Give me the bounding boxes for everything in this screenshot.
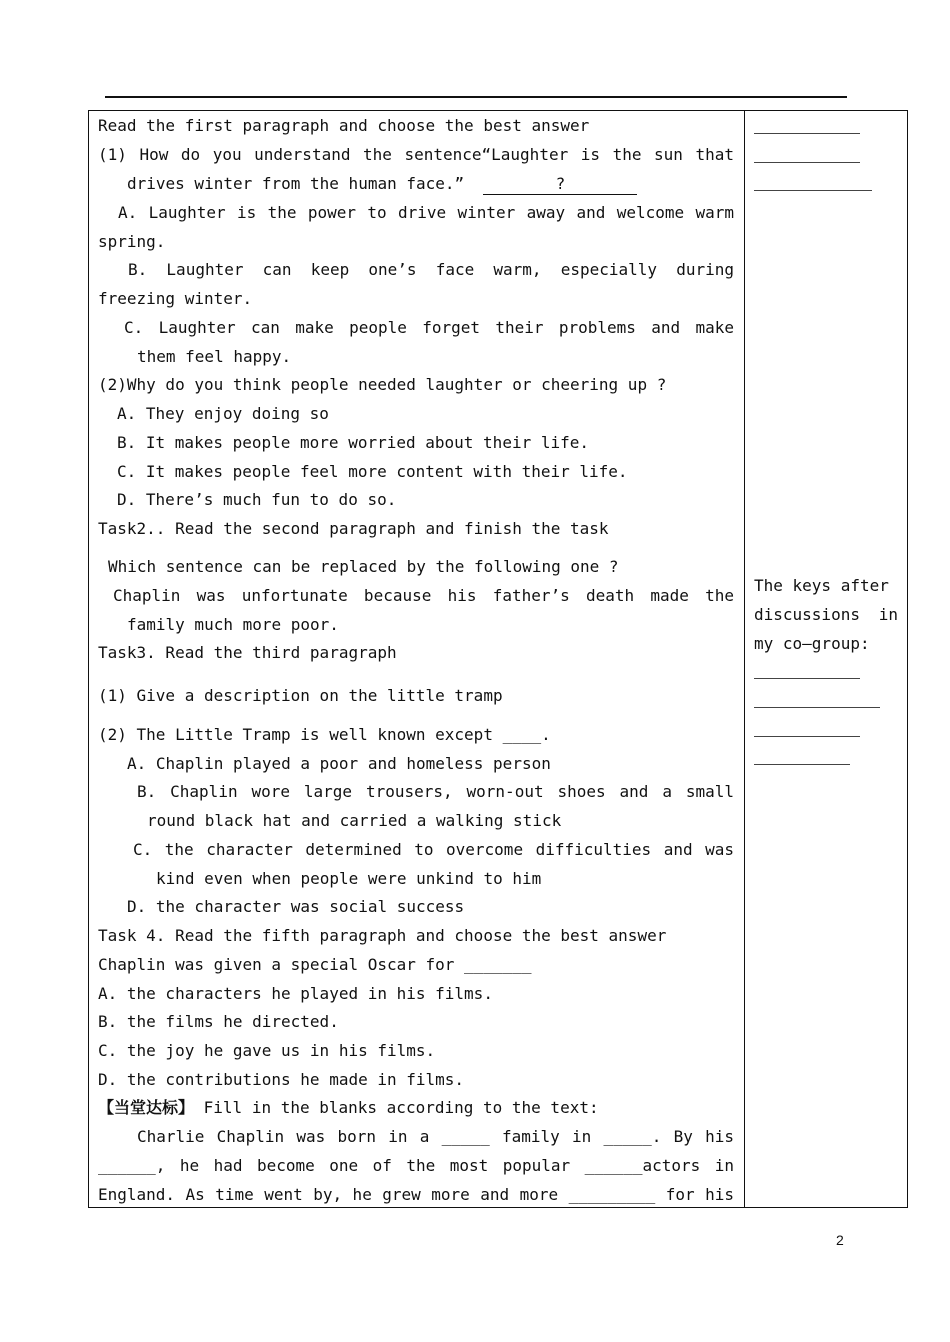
side-answer-line[interactable] bbox=[754, 707, 880, 708]
exercise-heading bbox=[98, 1098, 599, 1118]
task2-prompt: Which sentence can be replaced by the following one ? bbox=[108, 557, 619, 576]
task4-heading: Task 4. Read the fifth paragraph and choose the best answer bbox=[98, 926, 667, 945]
task2-heading: Task2.. Read the second paragraph and finish the task bbox=[98, 519, 609, 538]
task1-q1-answer-blank[interactable]: ? bbox=[483, 174, 637, 195]
task1-q1-line2 bbox=[127, 174, 637, 195]
task1-q1-line1: (1) How do you understand the sentence“Laughter is the sun that bbox=[98, 145, 734, 164]
task1-q1-option-a-cont: spring. bbox=[98, 232, 166, 251]
task1-q1-text: drives winter from the human face.” bbox=[127, 174, 465, 193]
task3-heading: Task3. Read the third paragraph bbox=[98, 643, 397, 662]
side-answer-line[interactable] bbox=[754, 162, 860, 163]
task1-q2-option-c: C. It makes people feel more content with their life. bbox=[117, 462, 628, 481]
task4-option-c: C. the joy he gave us in his films. bbox=[98, 1041, 436, 1060]
task3-option-b: B. Chaplin wore large trousers, worn-out shoes and a small bbox=[137, 782, 734, 801]
side-answer-line[interactable] bbox=[754, 736, 860, 737]
task1-q2-option-b: B. It makes people more worried about their life. bbox=[117, 433, 590, 452]
column-divider bbox=[744, 110, 745, 1208]
task4-option-b: B. the films he directed. bbox=[98, 1012, 339, 1031]
exercise-line3: England. As time went by, he grew more and more _________ for his bbox=[98, 1185, 734, 1204]
task1-q1-option-c: C. Laughter can make people forget their problems and make bbox=[124, 318, 734, 337]
task1-q2-option-a: A. They enjoy doing so bbox=[117, 404, 329, 423]
task2-sentence-line1: Chaplin was unfortunate because his father’s death made the bbox=[113, 586, 734, 605]
side-answer-line[interactable] bbox=[754, 133, 860, 134]
page-number: 2 bbox=[836, 1232, 844, 1248]
exercise-label: 【当堂达标】 bbox=[98, 1098, 195, 1117]
task4-option-a: A. the characters he played in his films. bbox=[98, 984, 493, 1003]
side-answer-line[interactable] bbox=[754, 190, 872, 191]
task4-question: Chaplin was given a special Oscar for _______ bbox=[98, 955, 532, 974]
task1-q1-option-a: A. Laughter is the power to drive winter away and welcome warm bbox=[118, 203, 734, 222]
side-keys-line1: The keys after bbox=[754, 576, 889, 595]
task3-q2: (2) The Little Tramp is well known except ____. bbox=[98, 725, 551, 744]
side-keys-line3: my co—group: bbox=[754, 634, 870, 653]
task1-q2: (2)Why do you think people needed laughter or cheering up ? bbox=[98, 375, 667, 394]
side-answer-line[interactable] bbox=[754, 764, 850, 765]
task1-q1-option-c-cont: them feel happy. bbox=[137, 347, 292, 366]
exercise-line1: Charlie Chaplin was born in a _____ family in _____. By his bbox=[137, 1127, 734, 1146]
task3-option-a: A. Chaplin played a poor and homeless person bbox=[127, 754, 551, 773]
exercise-line2: ______, he had become one of the most popular ______actors in bbox=[98, 1156, 734, 1175]
exercise-instruction: Fill in the blanks according to the text: bbox=[194, 1098, 599, 1117]
task2-sentence-line2: family much more poor. bbox=[127, 615, 339, 634]
side-answer-line[interactable] bbox=[754, 678, 860, 679]
task1-q2-option-d: D. There’s much fun to do so. bbox=[117, 490, 397, 509]
task3-option-c: C. the character determined to overcome difficulties and was bbox=[133, 840, 734, 859]
task1-q1-option-b-cont: freezing winter. bbox=[98, 289, 253, 308]
task4-option-d: D. the contributions he made in films. bbox=[98, 1070, 465, 1089]
side-keys-line2: discussions in bbox=[754, 605, 898, 624]
task3-option-d: D. the character was social success bbox=[127, 897, 465, 916]
task1-q1-option-b: B. Laughter can keep one’s face warm, especially during bbox=[128, 260, 734, 279]
task3-option-c-cont: kind even when people were unkind to him bbox=[156, 869, 542, 888]
task1-heading: Read the first paragraph and choose the best answer bbox=[98, 116, 590, 135]
task3-option-b-cont: round black hat and carried a walking stick bbox=[147, 811, 562, 830]
task3-q1: (1) Give a description on the little tramp bbox=[98, 686, 503, 705]
header-rule bbox=[105, 96, 847, 98]
